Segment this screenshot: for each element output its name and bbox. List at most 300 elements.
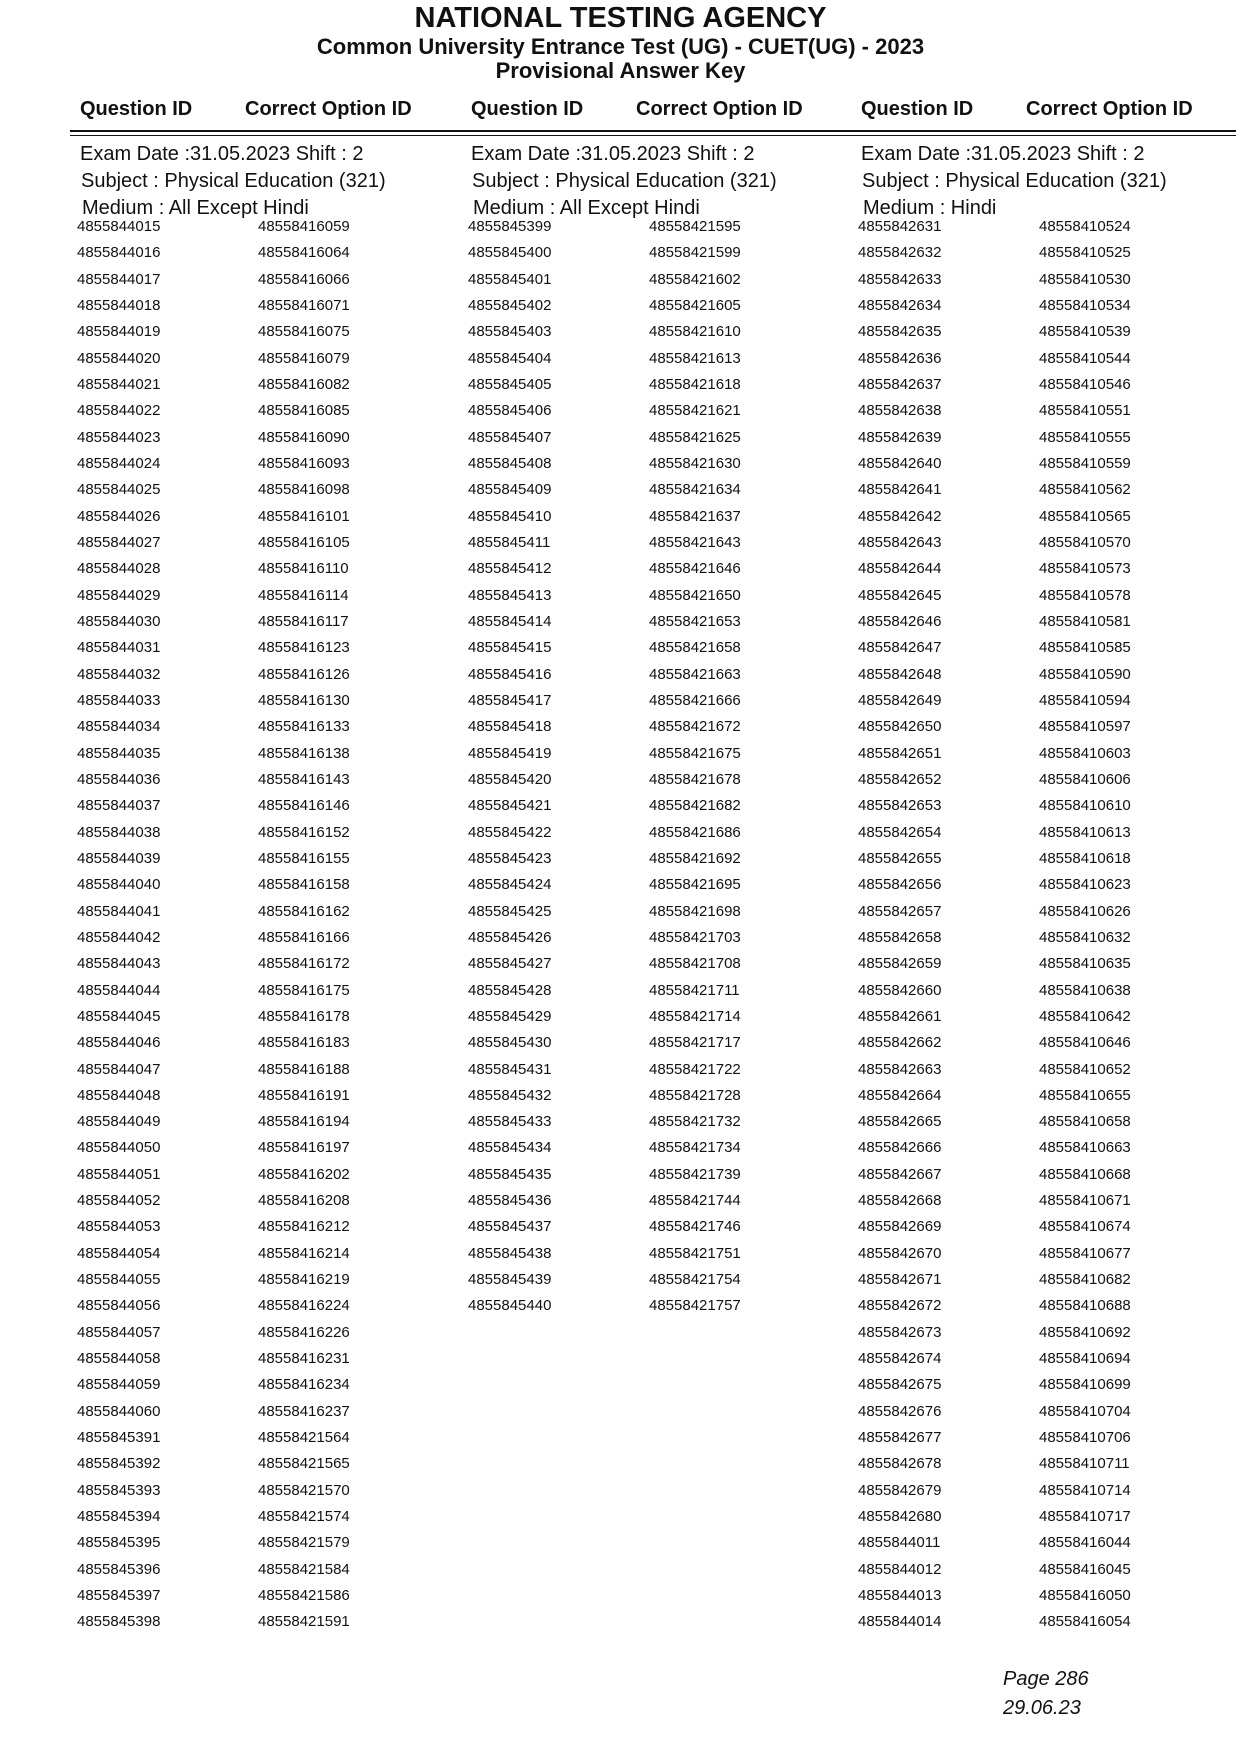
question-id: 4855842649 [858,691,942,709]
question-id: 4855844055 [77,1271,161,1289]
question-id: 4855845420 [468,770,552,788]
correct-option-id: 48558410677 [1039,1244,1131,1262]
correct-option-id: 48558416054 [1039,1613,1131,1631]
correct-option-id: 48558416071 [258,296,350,314]
question-id: 4855845417 [468,691,552,709]
question-id: 4855845439 [468,1271,552,1289]
question-id: 4855844047 [77,1060,161,1078]
section-3-subject: Subject : Physical Education (321) [862,170,1167,192]
correct-option-id: 48558421739 [649,1165,741,1183]
correct-option-id: 48558410555 [1039,428,1131,446]
correct-option-id: 48558410642 [1039,1007,1131,1025]
correct-option-id: 48558416138 [258,744,350,762]
question-id: 4855845414 [468,612,552,630]
correct-option-id: 48558410646 [1039,1034,1131,1052]
correct-option-id: 48558416101 [258,507,350,525]
question-id: 4855844034 [77,718,161,736]
correct-option-id: 48558416219 [258,1271,350,1289]
correct-option-id: 48558410704 [1039,1402,1131,1420]
question-id: 4855844028 [77,560,161,578]
agency-title: NATIONAL TESTING AGENCY [414,2,827,34]
correct-option-id: 48558421653 [649,612,741,630]
correct-option-id: 48558410559 [1039,454,1131,472]
correct-option-id: 48558421634 [649,481,741,499]
question-id: 4855845404 [468,349,552,367]
correct-option-id: 48558421584 [258,1560,350,1578]
correct-option-id: 48558421643 [649,533,741,551]
correct-option-id: 48558410671 [1039,1192,1131,1210]
correct-option-id: 48558410578 [1039,586,1131,604]
question-id: 4855845430 [468,1034,552,1052]
question-id: 4855842640 [858,454,942,472]
question-id: 4855845399 [468,218,552,235]
correct-option-id: 48558421586 [258,1587,350,1605]
question-id: 4855845427 [468,955,552,973]
question-id: 4855842668 [858,1192,942,1210]
question-id: 4855842654 [858,823,942,841]
question-id: 4855842658 [858,928,942,946]
question-id: 4855842633 [858,270,942,288]
correct-option-id: 48558410632 [1039,928,1131,946]
question-id: 4855844013 [858,1587,942,1605]
question-id: 4855844040 [77,876,161,894]
question-id: 4855844016 [77,244,161,262]
question-id: 4855845415 [468,639,552,657]
correct-option-id: 48558410626 [1039,902,1131,920]
question-id: 4855844011 [858,1534,941,1552]
correct-option-id: 48558416188 [258,1060,350,1078]
correct-option-id: 48558410711 [1039,1455,1130,1473]
correct-option-id: 48558421599 [649,244,741,262]
correct-option-id: 48558421698 [649,902,741,920]
correct-option-id: 48558421666 [649,691,741,709]
correct-option-id: 48558421682 [649,797,741,815]
correct-option-id: 48558416155 [258,849,350,867]
correct-option-id: 48558421605 [649,296,741,314]
question-id: 4855844019 [77,323,161,341]
correct-option-id: 48558421613 [649,349,741,367]
question-id: 4855842669 [858,1218,942,1236]
correct-option-id: 48558416231 [258,1350,350,1368]
question-id: 4855845408 [468,454,552,472]
question-id: 4855845433 [468,1113,552,1131]
exam-title: Common University Entrance Test (UG) - CUET(UG) - 2023 [316,34,925,59]
question-id: 4855842641 [858,481,942,499]
correct-option-id: 48558410573 [1039,560,1131,578]
correct-option-id: 48558421663 [649,665,741,683]
question-id: 4855844045 [77,1007,161,1025]
correct-option-id: 48558410539 [1039,323,1131,341]
correct-option-id: 48558410594 [1039,691,1131,709]
correct-option-id: 48558421646 [649,560,741,578]
question-id: 4855842665 [858,1113,942,1131]
question-id: 4855844050 [77,1139,161,1157]
column-header-option-id-3: Correct Option ID [1026,98,1193,120]
header-rule [70,130,1236,132]
correct-option-id: 48558421757 [649,1297,741,1315]
question-id: 4855845395 [77,1534,161,1552]
correct-option-id: 48558421618 [649,375,741,393]
correct-option-id: 48558416224 [258,1297,350,1315]
question-id: 4855842647 [858,639,942,657]
correct-option-id: 48558421714 [649,1007,741,1025]
question-id: 4855844015 [77,218,161,235]
question-id: 4855844037 [77,797,161,815]
question-id: 4855844053 [77,1218,161,1236]
question-id: 4855845400 [468,244,552,262]
correct-option-id: 48558410655 [1039,1086,1131,1104]
question-id: 4855842667 [858,1165,942,1183]
correct-option-id: 48558421746 [649,1218,741,1236]
question-id: 4855844017 [77,270,161,288]
question-id: 4855844056 [77,1297,161,1315]
correct-option-id: 48558416183 [258,1034,350,1052]
question-id: 4855845416 [468,665,552,683]
question-id: 4855842644 [858,560,942,578]
question-id: 4855842656 [858,876,942,894]
question-id: 4855842677 [858,1429,942,1447]
question-id: 4855845431 [468,1060,552,1078]
question-id: 4855845440 [468,1297,552,1315]
question-id: 4855842659 [858,955,942,973]
question-id: 4855845429 [468,1007,552,1025]
correct-option-id: 48558416044 [1039,1534,1131,1552]
correct-option-id: 48558416202 [258,1165,350,1183]
question-id: 4855844020 [77,349,161,367]
correct-option-id: 48558416075 [258,323,350,341]
correct-option-id: 48558416059 [258,218,350,235]
correct-option-id: 48558421637 [649,507,741,525]
correct-option-id: 48558416158 [258,876,350,894]
question-id: 4855844043 [77,955,161,973]
correct-option-id: 48558421565 [258,1455,350,1473]
correct-option-id: 48558416175 [258,981,350,999]
correct-option-id: 48558416066 [258,270,350,288]
correct-option-id: 48558416085 [258,402,350,420]
question-id: 4855842661 [858,1007,942,1025]
question-id: 4855842636 [858,349,942,367]
section-2-subject: Subject : Physical Education (321) [472,170,777,192]
correct-option-id: 48558416191 [258,1086,350,1104]
correct-option-id: 48558416214 [258,1244,350,1262]
correct-option-id: 48558416105 [258,533,350,551]
question-id: 4855844023 [77,428,161,446]
correct-option-id: 48558416079 [258,349,350,367]
correct-option-id: 48558421564 [258,1429,350,1447]
question-id: 4855845423 [468,849,552,867]
question-id: 4855844029 [77,586,161,604]
correct-option-id: 48558416162 [258,902,350,920]
correct-option-id: 48558410635 [1039,955,1131,973]
question-id: 4855845434 [468,1139,552,1157]
correct-option-id: 48558410674 [1039,1218,1131,1236]
question-id: 4855844048 [77,1086,161,1104]
correct-option-id: 48558410546 [1039,375,1131,393]
question-id: 4855845426 [468,928,552,946]
correct-option-id: 48558416166 [258,928,350,946]
correct-option-id: 48558421574 [258,1508,350,1526]
correct-option-id: 48558416194 [258,1113,350,1131]
correct-option-id: 48558421728 [649,1086,741,1104]
question-id: 4855844033 [77,691,161,709]
question-id: 4855845421 [468,797,552,815]
question-id: 4855844051 [77,1165,161,1183]
page-number: Page 286 [1003,1668,1089,1690]
question-id: 4855842657 [858,902,942,920]
column-header-question-id-2: Question ID [471,98,584,120]
correct-option-id: 48558416045 [1039,1560,1131,1578]
question-id: 4855842679 [858,1481,942,1499]
correct-option-id: 48558410688 [1039,1297,1131,1315]
correct-option-id: 48558410585 [1039,639,1131,657]
question-id: 4855842651 [858,744,942,762]
question-id: 4855845428 [468,981,552,999]
correct-option-id: 48558421717 [649,1034,741,1052]
section-3-exam-date: Exam Date :31.05.2023 Shift : 2 [861,143,1145,165]
question-id: 4855844036 [77,770,161,788]
question-id: 4855842650 [858,718,942,736]
correct-option-id: 48558421570 [258,1481,350,1499]
question-id: 4855842631 [858,218,942,235]
correct-option-id: 48558421579 [258,1534,350,1552]
correct-option-id: 48558421602 [649,270,741,288]
question-id: 4855845432 [468,1086,552,1104]
question-id: 4855844049 [77,1113,161,1131]
correct-option-id: 48558410570 [1039,533,1131,551]
print-date: 29.06.23 [1003,1697,1081,1719]
question-id: 4855842670 [858,1244,942,1262]
correct-option-id: 48558416133 [258,718,350,736]
correct-option-id: 48558421591 [258,1613,350,1631]
section-1-subject: Subject : Physical Education (321) [81,170,386,192]
question-id: 4855844046 [77,1034,161,1052]
correct-option-id: 48558410618 [1039,849,1131,867]
question-id: 4855842674 [858,1350,942,1368]
question-id: 4855842673 [858,1323,942,1341]
correct-option-id: 48558421630 [649,454,741,472]
correct-option-id: 48558416208 [258,1192,350,1210]
correct-option-id: 48558410682 [1039,1271,1131,1289]
question-id: 4855842675 [858,1376,942,1394]
correct-option-id: 48558421610 [649,323,741,341]
question-id: 4855844038 [77,823,161,841]
correct-option-id: 48558416098 [258,481,350,499]
correct-option-id: 48558416172 [258,955,350,973]
question-id: 4855844024 [77,454,161,472]
question-id: 4855845405 [468,375,552,393]
question-id: 4855845392 [77,1455,161,1473]
question-id: 4855845413 [468,586,552,604]
column-header-question-id-3: Question ID [861,98,974,120]
correct-option-id: 48558410692 [1039,1323,1131,1341]
question-id: 4855842666 [858,1139,942,1157]
correct-option-id: 48558421751 [649,1244,741,1262]
correct-option-id: 48558416082 [258,375,350,393]
question-id: 4855844027 [77,533,161,551]
question-id: 4855844014 [858,1613,942,1631]
correct-option-id: 48558416237 [258,1402,350,1420]
correct-option-id: 48558416152 [258,823,350,841]
correct-option-id: 48558410613 [1039,823,1131,841]
question-id: 4855844052 [77,1192,161,1210]
correct-option-id: 48558421708 [649,955,741,973]
question-id: 4855842660 [858,981,942,999]
correct-option-id: 48558410606 [1039,770,1131,788]
question-id: 4855842662 [858,1034,942,1052]
question-id: 4855842648 [858,665,942,683]
correct-option-id: 48558416117 [258,612,349,630]
question-id: 4855842672 [858,1297,942,1315]
question-id: 4855844032 [77,665,161,683]
column-header-question-id-1: Question ID [80,98,193,120]
correct-option-id: 48558410534 [1039,296,1131,314]
section-1-medium: Medium : All Except Hindi [82,197,309,219]
question-id: 4855845403 [468,323,552,341]
correct-option-id: 48558410658 [1039,1113,1131,1131]
question-id: 4855842646 [858,612,942,630]
question-id: 4855845407 [468,428,552,446]
question-id: 4855844018 [77,296,161,314]
correct-option-id: 48558416093 [258,454,350,472]
correct-option-id: 48558416178 [258,1007,350,1025]
question-id: 4855845402 [468,296,552,314]
question-id: 4855842664 [858,1086,942,1104]
correct-option-id: 48558410562 [1039,481,1131,499]
correct-option-id: 48558416123 [258,639,350,657]
question-id: 4855845437 [468,1218,552,1236]
header-rule-thin [70,135,1236,136]
question-id: 4855842632 [858,244,942,262]
question-id: 4855845412 [468,560,552,578]
correct-option-id: 48558421732 [649,1113,741,1131]
question-id: 4855845435 [468,1165,552,1183]
question-id: 4855844039 [77,849,161,867]
correct-option-id: 48558410706 [1039,1429,1131,1447]
correct-option-id: 48558410714 [1039,1481,1131,1499]
correct-option-id: 48558421658 [649,639,741,657]
correct-option-id: 48558410525 [1039,244,1131,262]
question-id: 4855845394 [77,1508,161,1526]
question-id: 4855845410 [468,507,552,525]
correct-option-id: 48558416197 [258,1139,350,1157]
question-id: 4855842680 [858,1508,942,1526]
question-id: 4855844012 [858,1560,942,1578]
question-id: 4855844042 [77,928,161,946]
correct-option-id: 48558421678 [649,770,741,788]
correct-option-id: 48558421625 [649,428,741,446]
question-id: 4855845401 [468,270,552,288]
correct-option-id: 48558416090 [258,428,350,446]
correct-option-id: 48558421703 [649,928,741,946]
question-id: 4855842645 [858,586,942,604]
correct-option-id: 48558421675 [649,744,741,762]
correct-option-id: 48558416212 [258,1218,350,1236]
question-id: 4855842655 [858,849,942,867]
section-1-exam-date: Exam Date :31.05.2023 Shift : 2 [80,143,364,165]
column-header-option-id-2: Correct Option ID [636,98,803,120]
document-title: Provisional Answer Key [495,58,746,83]
correct-option-id: 48558410668 [1039,1165,1131,1183]
question-id: 4855845436 [468,1192,552,1210]
correct-option-id: 48558416110 [258,560,349,578]
question-id: 4855845398 [77,1613,161,1631]
question-id: 4855845406 [468,402,552,420]
correct-option-id: 48558410597 [1039,718,1131,736]
correct-option-id: 48558416146 [258,797,350,815]
correct-option-id: 48558410544 [1039,349,1131,367]
correct-option-id: 48558421722 [649,1060,741,1078]
correct-option-id: 48558410652 [1039,1060,1131,1078]
question-id: 4855845397 [77,1587,161,1605]
question-id: 4855842637 [858,375,942,393]
correct-option-id: 48558416064 [258,244,350,262]
correct-option-id: 48558410638 [1039,981,1131,999]
question-id: 4855845425 [468,902,552,920]
correct-option-id: 48558421621 [649,402,741,420]
correct-option-id: 48558410590 [1039,665,1131,683]
question-id: 4855842642 [858,507,942,525]
question-id: 4855844058 [77,1350,161,1368]
question-id: 4855844059 [77,1376,161,1394]
question-id: 4855845411 [468,533,551,551]
correct-option-id: 48558421686 [649,823,741,841]
question-id: 4855844022 [77,402,161,420]
column-header-option-id-1: Correct Option ID [245,98,412,120]
correct-option-id: 48558410663 [1039,1139,1131,1157]
correct-option-id: 48558421695 [649,876,741,894]
correct-option-id: 48558421672 [649,718,741,736]
question-id: 4855842678 [858,1455,942,1473]
question-id: 4855842643 [858,533,942,551]
question-id: 4855844041 [77,902,161,920]
question-id: 4855845418 [468,718,552,736]
question-id: 4855845393 [77,1481,161,1499]
correct-option-id: 48558416050 [1039,1587,1131,1605]
correct-option-id: 48558410530 [1039,270,1131,288]
question-id: 4855842676 [858,1402,942,1420]
question-id: 4855845438 [468,1244,552,1262]
correct-option-id: 48558416126 [258,665,350,683]
question-id: 4855842635 [858,323,942,341]
question-id: 4855844044 [77,981,161,999]
question-id: 4855844060 [77,1402,161,1420]
correct-option-id: 48558410694 [1039,1350,1131,1368]
correct-option-id: 48558410623 [1039,876,1131,894]
correct-option-id: 48558410551 [1039,402,1131,420]
section-2-medium: Medium : All Except Hindi [473,197,700,219]
correct-option-id: 48558421744 [649,1192,741,1210]
question-id: 4855844025 [77,481,161,499]
correct-option-id: 48558416234 [258,1376,350,1394]
correct-option-id: 48558416130 [258,691,350,709]
correct-option-id: 48558421711 [649,981,740,999]
question-id: 4855845409 [468,481,552,499]
correct-option-id: 48558410581 [1039,612,1131,630]
correct-option-id: 48558410717 [1039,1508,1131,1526]
section-3-medium: Medium : Hindi [863,197,997,219]
correct-option-id: 48558421650 [649,586,741,604]
correct-option-id: 48558410699 [1039,1376,1131,1394]
correct-option-id: 48558421692 [649,849,741,867]
correct-option-id: 48558410610 [1039,797,1131,815]
correct-option-id: 48558416143 [258,770,350,788]
question-id: 4855844030 [77,612,161,630]
question-id: 4855844021 [77,375,161,393]
question-id: 4855845391 [77,1429,161,1447]
question-id: 4855842671 [858,1271,942,1289]
question-id: 4855844035 [77,744,161,762]
section-2-exam-date: Exam Date :31.05.2023 Shift : 2 [471,143,755,165]
